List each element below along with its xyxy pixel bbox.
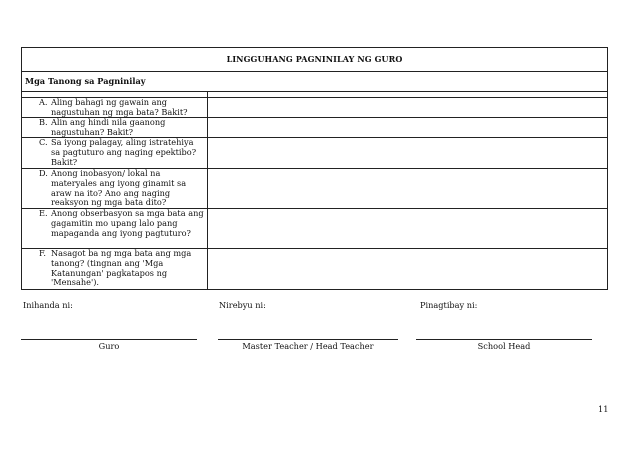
approved-by-title: School Head [477, 341, 531, 351]
answer-cell[interactable] [208, 138, 608, 169]
answer-cell[interactable] [208, 209, 608, 249]
answer-cell[interactable] [208, 249, 608, 290]
question-text: Alin ang hindi nila gaanong nagustuhan? Bakit? [51, 117, 166, 137]
question-letter: C. [39, 137, 48, 148]
question-letter: D. [39, 168, 48, 179]
reviewed-by-label: Nirebyu ni: [219, 300, 266, 310]
question-text: Sa iyong palagay, aling istratehiya sa pagtuturo ang naging epektibo? Bakit? [51, 137, 197, 167]
question-row [22, 98, 608, 118]
page-number: 11 [598, 404, 609, 414]
approved-by-label: Pinagtibay ni: [420, 300, 478, 310]
question-text: Anong inobasyon/ lokal na materyales ang iyong ginamit sa araw na ito? Ano ang naging reaksyon ng mga bata dito? [51, 168, 187, 208]
prepared-signature-line[interactable] [21, 339, 197, 340]
question-letter: F. [39, 248, 47, 259]
question-text: Anong obserbasyon sa mga bata ang gagamitin mo upang lalo pang mapaganda ang iyong pagtuturo? [51, 208, 204, 238]
answer-cell[interactable] [208, 169, 608, 209]
question-row [22, 138, 608, 169]
question-letter: A. [39, 97, 48, 107]
question-row [22, 118, 608, 138]
prepared-by-title: Guro [98, 341, 120, 351]
answer-cell[interactable] [208, 118, 608, 138]
question-row [22, 169, 608, 209]
section-header: Mga Tanong sa Pagninilay [22, 72, 608, 92]
question-text: Aling bahagi ng gawain ang nagustuhan ng mga bata? Bakit? [51, 97, 188, 117]
answer-cell[interactable] [208, 98, 608, 118]
question-row [22, 249, 608, 290]
question-letter: B. [39, 117, 48, 128]
question-row [22, 209, 608, 249]
reviewed-by-title: Master Teacher / Head Teacher [242, 341, 374, 351]
prepared-by-label: Inihanda ni: [23, 300, 73, 310]
table-title: LINGGUHANG PAGNINILAY NG GURO [22, 48, 608, 72]
question-letter: E. [39, 208, 48, 219]
reviewed-signature-line[interactable] [218, 339, 398, 340]
approved-signature-line[interactable] [416, 339, 592, 340]
question-text: Nasagot ba ng mga bata ang mga tanong? (tingnan ang 'Mga Katanungan' pagkatapos ng 'Mensahe'). [51, 248, 192, 288]
reflection-table [21, 47, 608, 290]
